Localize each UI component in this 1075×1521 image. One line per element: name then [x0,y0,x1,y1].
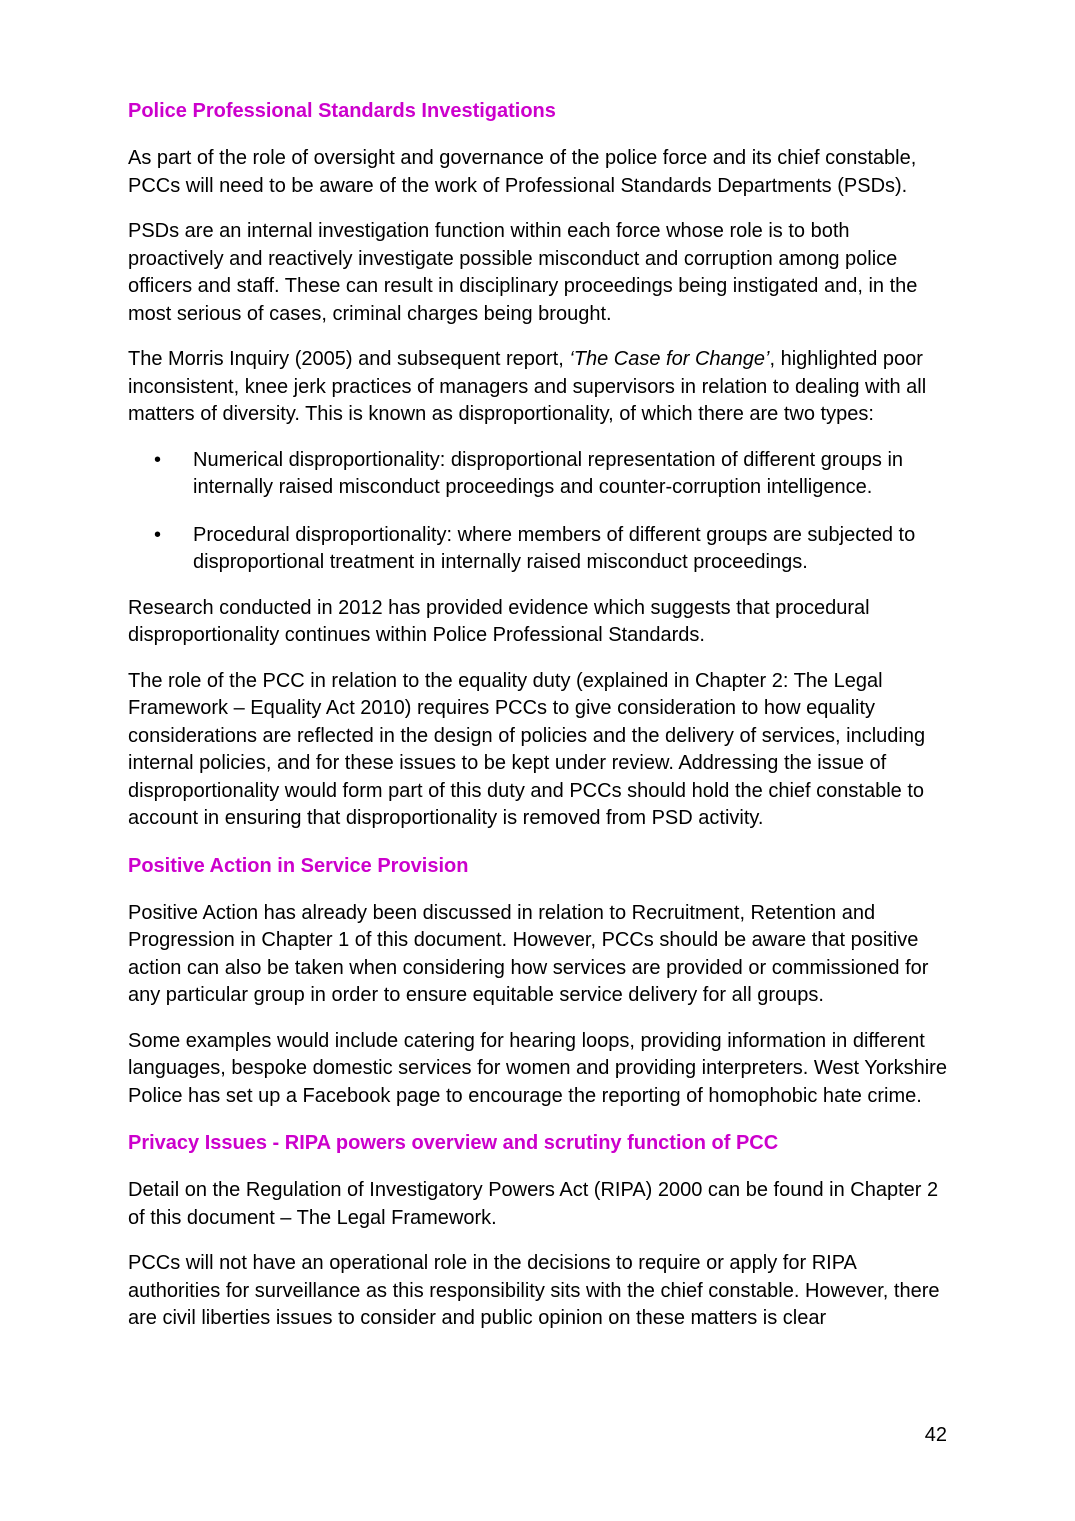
paragraph-equality-duty: The role of the PCC in relation to the equality duty (explained in Chapter 2: The Legal Framework – Equality Act 2010) requires PCCs to give consideration to how equality considerations are reflected in the design of policies and the delivery of services, including internal policies, and for these issues to be kept under review. Addressing the issue of disproportionality would form part of this duty and PCCs should hold the chief constable to account in ensuring that disproportionality is removed from PSD activity. [128,669,926,829]
paragraph-psd-function: PSDs are an internal investigation function within each force whose role is to both proactively and reactively investigate possible misconduct and corruption among police officers and staff. These can result in disciplinary proceedings being instigated and, in the most serious of cases, criminal charges being brought. [128,220,918,325]
report-title: ‘The Case for Change’ [569,348,770,370]
paragraph-positive-action: Positive Action has already been discussed in relation to Recruitment, Retention and Progression in Chapter 1 of this document. However, PCCs should be aware that positive action can also be taken when considering how services are provided or commissioned for any particular group in order to ensure equitable service delivery for all groups. [128,901,929,1006]
section-heading-positive-action: Positive Action in Service Provision [128,854,469,877]
page-number: 42 [924,1424,947,1446]
disproportionality-types-list [128,447,950,577]
list-item-text: Numerical disproportionality: disproportional representation of different groups in internally raised misconduct proceedings and counter-corruption intelligence. [193,448,904,498]
paragraph-examples: Some examples would include catering for hearing loops, providing information in different languages, bespoke domestic services for women and providing interpreters. West Yorkshire Police has set up a Facebook page to encourage the reporting of homophobic hate crime. [128,1029,947,1107]
list-item-procedural [128,522,950,577]
paragraph-ripa-detail: Detail on the Regulation of Investigatory Powers Act (RIPA) 2000 can be found in Chapter 2 of this document – The Legal Framework. [128,1179,939,1229]
paragraph-ripa-role: PCCs will not have an operational role in the decisions to require or apply for RIPA authorities for surveillance as this responsibility sits with the chief constable. However, there are civil liberties issues to consider and public opinion on these matters is clear [128,1252,940,1329]
morris-text-after: , highlighted poor inconsistent, knee jerk practices of managers and supervisors in relation to dealing with all matters of diversity. This is known as disproportionality, of which there are two types: [128,348,927,425]
document-page [128,96,950,1351]
section-heading-privacy-ripa: Privacy Issues - RIPA powers overview and scrutiny function of PCC [128,1132,779,1154]
list-item-text: Procedural disproportionality: where members of different groups are subjected to disproportional treatment in internally raised misconduct proceedings. [193,523,916,573]
bullet-icon: • [154,523,162,546]
bullet-icon: • [154,448,162,471]
morris-text-before: The Morris Inquiry (2005) and subsequent report, [128,348,570,370]
paragraph-research-2012: Research conducted in 2012 has provided evidence which suggests that procedural disproportionality continues within Police Professional Standards. [128,596,870,646]
section-heading-psd: Police Professional Standards Investigations [128,100,556,122]
paragraph-morris-inquiry [128,346,950,429]
list-item-numerical [128,447,950,502]
paragraph-oversight: As part of the role of oversight and governance of the police force and its chief constable, PCCs will need to be aware of the work of Professional Standards Departments (PSDs). [128,147,917,197]
